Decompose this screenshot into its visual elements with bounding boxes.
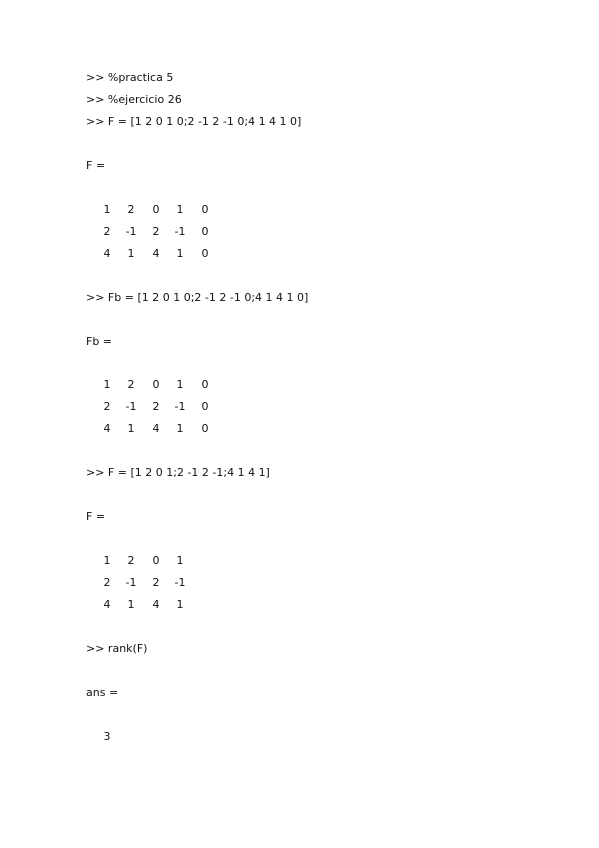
matrix-cell: -1	[125, 225, 137, 238]
matrix-cell: -1	[174, 576, 186, 589]
matrix-row	[0, 598, 599, 612]
matrix-cell: 0	[201, 400, 209, 413]
matrix-row	[0, 554, 599, 568]
matrix-cell: 2	[152, 576, 160, 589]
matrix-cell: 0	[152, 378, 160, 391]
matrix-cell: 2	[127, 554, 135, 567]
command-line: >> %ejercicio 26	[86, 93, 182, 106]
matrix-cell: 0	[201, 422, 209, 435]
output-label: F =	[86, 510, 106, 523]
matrix-cell: 0	[201, 203, 209, 216]
command-line: >> F = [1 2 0 1;2 -1 2 -1;4 1 4 1]	[86, 466, 270, 479]
matrix-cell: 1	[103, 378, 111, 391]
matrix-cell: 1	[176, 554, 184, 567]
matrix-cell: 2	[103, 400, 111, 413]
matrix-cell: 1	[176, 422, 184, 435]
matrix-cell: 0	[152, 203, 160, 216]
matrix-cell: 2	[127, 378, 135, 391]
command-line: >> Fb = [1 2 0 1 0;2 -1 2 -1 0;4 1 4 1 0]	[86, 291, 309, 304]
matrix-cell: 1	[176, 378, 184, 391]
matrix-cell: 2	[152, 400, 160, 413]
matrix-row	[0, 247, 599, 261]
matrix-cell: -1	[125, 400, 137, 413]
matrix-cell: 0	[201, 247, 209, 260]
matrix-cell: 1	[127, 247, 135, 260]
matrix-row	[0, 203, 599, 217]
matrix-cell: -1	[125, 576, 137, 589]
matrix-row	[0, 576, 599, 590]
matrix-cell: 4	[152, 598, 160, 611]
matrix-cell: 0	[201, 225, 209, 238]
matrix-cell: 2	[127, 203, 135, 216]
matrix-cell: 4	[152, 247, 160, 260]
result-value: 3	[103, 730, 111, 743]
matrix-cell: 1	[176, 247, 184, 260]
matrix-cell: 1	[127, 422, 135, 435]
output-label: Fb =	[86, 335, 113, 348]
matrix-cell: 4	[103, 422, 111, 435]
command-line: >> %practica 5	[86, 71, 174, 84]
output-label: F =	[86, 159, 106, 172]
matrix-cell: 2	[103, 225, 111, 238]
matrix-cell: -1	[174, 400, 186, 413]
matrix-row	[0, 400, 599, 414]
matrix-cell: 1	[103, 203, 111, 216]
output-label: ans =	[86, 686, 119, 699]
matrix-row	[0, 378, 599, 392]
matrix-row	[0, 225, 599, 239]
matrix-cell: 4	[103, 598, 111, 611]
matrix-cell: 4	[152, 422, 160, 435]
matrix-cell: 2	[103, 576, 111, 589]
matrix-cell: 1	[103, 554, 111, 567]
matrix-cell: 0	[201, 378, 209, 391]
matrix-cell: -1	[174, 225, 186, 238]
matrix-cell: 1	[127, 598, 135, 611]
matrix-row	[0, 730, 599, 744]
matrix-cell: 4	[103, 247, 111, 260]
matrix-cell: 2	[152, 225, 160, 238]
matrix-cell: 0	[152, 554, 160, 567]
matrix-cell: 1	[176, 203, 184, 216]
command-line: >> F = [1 2 0 1 0;2 -1 2 -1 0;4 1 4 1 0]	[86, 115, 302, 128]
matrix-cell: 1	[176, 598, 184, 611]
matrix-row	[0, 422, 599, 436]
command-line: >> rank(F)	[86, 642, 148, 655]
